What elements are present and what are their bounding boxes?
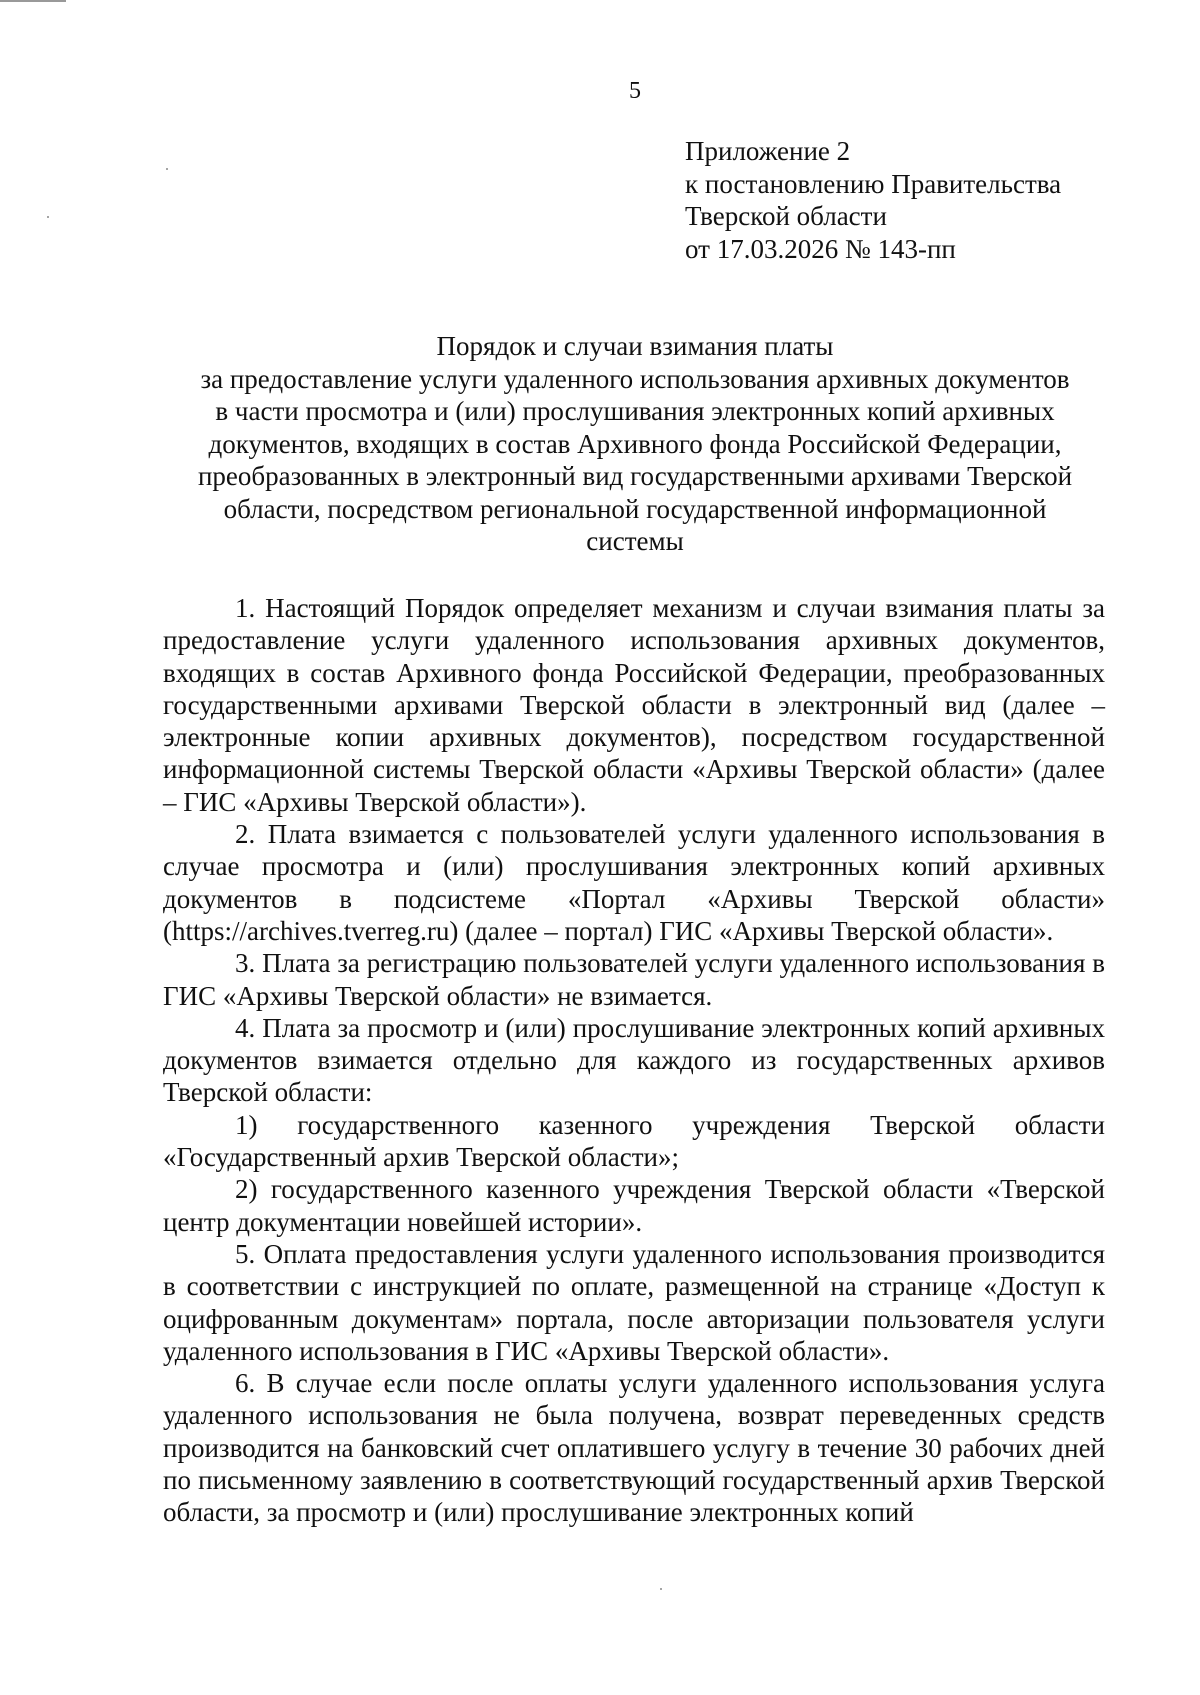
title-line: за предоставление услуги удаленного использования архивных документов <box>200 363 1070 394</box>
page-number: 5 <box>629 78 641 104</box>
appendix-line: Тверской области <box>685 201 887 231</box>
document-title <box>160 330 1110 558</box>
title-line: области, посредством региональной государственной информационной <box>223 493 1047 524</box>
paragraph-3: 3. Плата за регистрацию пользователей услуги удаленного использования в ГИС «Архивы Тверской области» не взимается. <box>163 948 1105 1011</box>
appendix-line: от 17.03.2026 № 143-пп <box>685 233 956 264</box>
paragraph-4: 4. Плата за просмотр и (или) прослушивание электронных копий архивных документов взимается отдельно для каждого из государственных архивов Тверской области: <box>163 1012 1105 1108</box>
paragraph-6: 6. В случае если после оплаты услуги удаленного использования услуга удаленного использования не была получена, возврат переведенных средств производится на банковский счет оплатившего услугу в течение 30 рабочих дней по письменному заявлению в соответствующий государственный архив Тверской области, за просмотр и (или) прослушивание электронных копий <box>163 1368 1105 1528</box>
title-line: системы <box>586 526 684 556</box>
appendix-line: Приложение 2 <box>685 136 851 166</box>
document-body <box>163 592 1105 1529</box>
title-line: преобразованных в электронный вид государственными архивами Тверской <box>197 461 1073 491</box>
scan-speck <box>166 168 168 170</box>
paragraph-4-item-2: 2) государственного казенного учреждения Тверской области «Тверской центр документации новейшей истории». <box>163 1174 1105 1237</box>
paragraph-5: 5. Оплата предоставления услуги удаленного использования производится в соответствии с инструкцией по оплате, размещенной на странице «Доступ к оцифрованным документам» портала, после авторизации пользователя услуги удаленного использования в ГИС «Архивы Тверской области». <box>163 1238 1105 1366</box>
title-line: Порядок и случаи взимания платы <box>436 331 834 361</box>
scan-speck <box>660 1588 662 1590</box>
scan-edge-mark <box>0 0 66 2</box>
scan-speck <box>47 216 49 218</box>
appendix-block <box>685 135 1061 265</box>
title-line: документов, входящих в состав Архивного фонда Российской Федерации, <box>208 428 1062 459</box>
paragraph-2: 2. Плата взимается с пользователей услуги удаленного использования в случае просмотра и (или) прослушивания электронных копий архивных документов в подсистеме «Портал «Архивы Тверской области» (https://archives.tverreg.ru) (далее – портал) ГИС «Архивы Тверской области». <box>163 819 1105 946</box>
paragraph-4-item-1: 1) государственного казенного учреждения Тверской области «Государственный архив Тверской области»; <box>163 1109 1105 1173</box>
title-line: в части просмотра и (или) прослушивания электронных копий архивных <box>215 396 1055 426</box>
paragraph-1: 1. Настоящий Порядок определяет механизм и случаи взимания платы за предоставление услуги удаленного использования архивных документов, входящих в состав Архивного фонда Российской Федерации, преобразованных государственными архивами Тверской области в электронный вид (далее – электронные копии архивных документов), посредством государственной информационной системы Тверской области «Архивы Тверской области» (далее – ГИС «Архивы Тверской области»). <box>163 593 1105 817</box>
appendix-line: к постановлению Правительства <box>685 168 1062 199</box>
